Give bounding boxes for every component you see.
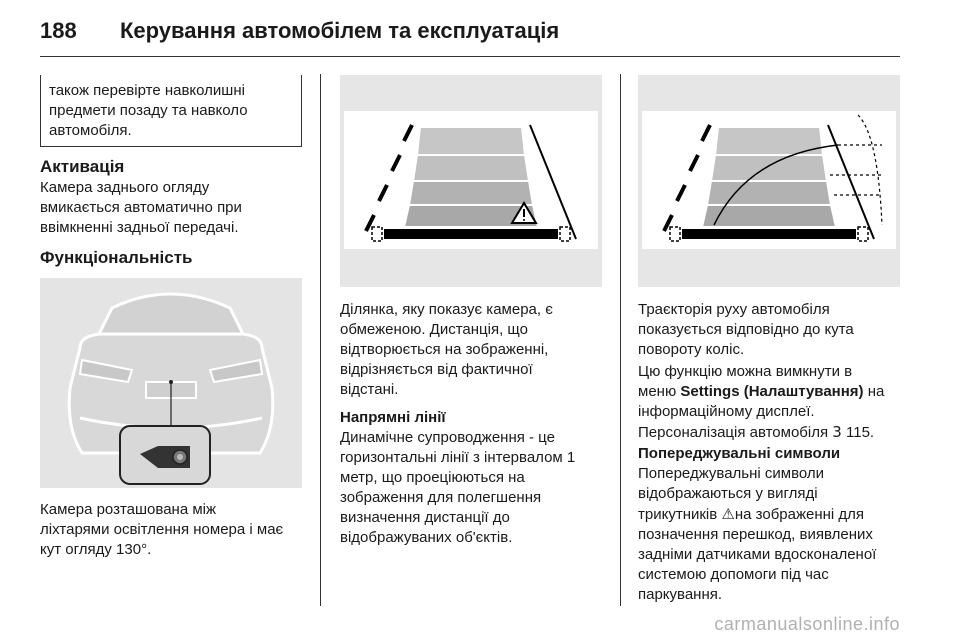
page-header [40,14,920,54]
arrow-reference-icon[interactable]: 3 [832,423,842,441]
settings-text: Цю функцію можна вимкнути в меню Settings (Налаштування) на інформаційному дисплеї. Персоналізація автомобіля 3 115. [638,363,885,441]
activation-heading: Активація [40,157,125,176]
header-divider [40,56,900,57]
figure-caption: Камера розташована між ліхтарями освітлення номера і має кут огляду 130°. [40,501,284,558]
settings-menu-label: Settings (Налаштування) [680,383,864,400]
guide-lines-section: Напрямні лінії Динамічне супроводження - це горизонтальні лінії з інтервалом 1 метр, що проеціюються на зображення для полегшення визначення дистанції до відображуваних об'єктів. [340,409,576,546]
watermark: carmanualsonline.info [714,614,900,634]
car-rear-illustration [40,278,302,488]
guide-lines-figure [340,75,602,287]
activation-text: Камера заднього огляду вмикається автоматично при ввімкненні задньої передачі. [40,179,242,236]
note-line: також перевірте навколишні [49,82,245,99]
function-heading: Функціональність [40,248,193,267]
trajectory-display-illustration [638,75,900,287]
column-divider-1 [320,74,321,606]
camera-display-illustration [340,75,602,287]
note-box [40,75,302,147]
warning-triangle-icon: ⚠ [721,505,735,523]
warning-symbols-heading: Попереджувальні символи [638,445,841,462]
rear-camera-location-figure [40,278,302,488]
page-title: Керування автомобілем та експлуатація [120,18,560,43]
warning-symbols-section: Попереджувальні символи Попереджувальні символи відображаються у вигляді трикутників ⚠на зображенні для позначення перешкод, виявлених задніми датчиками вдосконаленої системою допомоги під час паркування. [638,444,900,605]
note-line: автомобіля. [49,122,132,139]
column-divider-2 [620,74,621,606]
trajectory-text: Траєкторія руху автомобіля показується відповідно до кута повороту коліс. [638,301,854,358]
camera-area-text: Ділянка, яку показує камера, є обмеженою. Дистанція, що відтворюється на зображенні, відрізняється від фактичної відстані. [340,301,553,398]
trajectory-figure [638,75,900,287]
page-number: 188 [40,18,77,43]
note-line: предмети позаду та навколо [49,102,248,119]
guide-lines-heading: Напрямні лінії [340,409,446,426]
